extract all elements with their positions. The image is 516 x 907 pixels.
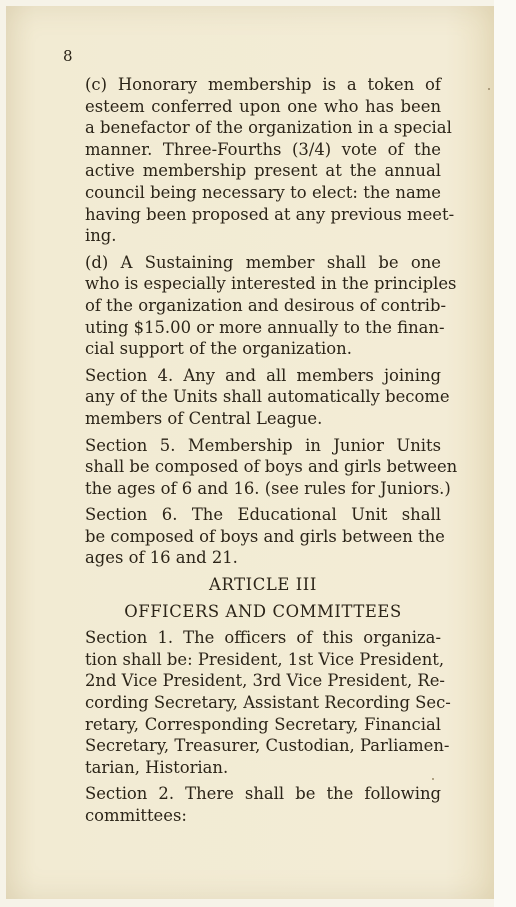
text-line: tarian, Historian. [85,757,229,777]
page-edge [494,0,516,907]
text-line: having been proposed at any previous meet- [85,204,455,224]
text-line: of the organization and desirous of contrib- [85,295,447,315]
text-line: Secretary, Treasurer, Custodian, Parliamen- [85,736,450,756]
text-line: Section 4. Any and all members joining [85,365,441,385]
text-line: ing. [85,226,117,246]
page-number: 8 [63,47,74,65]
text-line: Section 6. The Educational Unit shall [85,505,441,525]
article-subheading: OFFICERS AND COMMITTEES [124,601,402,621]
text-line: uting $15.00 or more annually to the finan- [85,317,445,337]
paragraph-section-6 [63,504,445,569]
text-line: Section 1. The officers of this organiza- [85,628,441,648]
text-line: tion shall be: President, 1st Vice President, [85,649,445,669]
text-line: active membership present at the annual [85,161,441,181]
text-line: members of Central League. [85,408,323,428]
text-line: Section 5. Membership in Junior Units [85,435,441,455]
text-line: Section 2. There shall be the following [85,784,441,804]
text-line: ages of 16 and 21. [85,548,238,568]
paragraph-section-5 [63,435,458,500]
text-line: any of the Units shall automatically become [85,387,450,407]
text-line: committees: [85,806,187,825]
text-line: cording Secretary, Assistant Recording Sec- [85,693,451,713]
text-line: shall be composed of boys and girls between [85,457,458,477]
text-line: 2nd Vice President, 3rd Vice President, Re- [85,671,445,691]
text-line: manner. Three-Fourths (3/4) vote of the [85,139,441,159]
body-text [63,74,458,832]
paragraph-sustaining-member [63,252,457,360]
text-line: the ages of 6 and 16. (see rules for Juniors.) [85,478,451,498]
text-line: (d) A Sustaining member shall be one [85,252,441,272]
text-line: cial support of the organization. [85,339,352,359]
paragraph-section-4 [63,365,450,430]
paragraph-officers [63,627,451,778]
text-line: who is especially interested in the principles [85,274,457,294]
paragraph-honorary-membership [63,74,455,247]
text-line: retary, Corresponding Secretary, Financial [85,714,441,734]
text-line: a benefactor of the organization in a special [85,118,452,138]
text-line: (c) Honorary membership is a token of [85,75,441,94]
paragraph-committees [63,783,441,826]
text-line: council being necessary to elect: the name [85,182,441,202]
paper-speck [488,88,490,90]
article-heading: ARTICLE III [209,575,317,595]
text-line: be composed of boys and girls between the [85,526,445,546]
text-line: esteem conferred upon one who has been [85,96,441,116]
